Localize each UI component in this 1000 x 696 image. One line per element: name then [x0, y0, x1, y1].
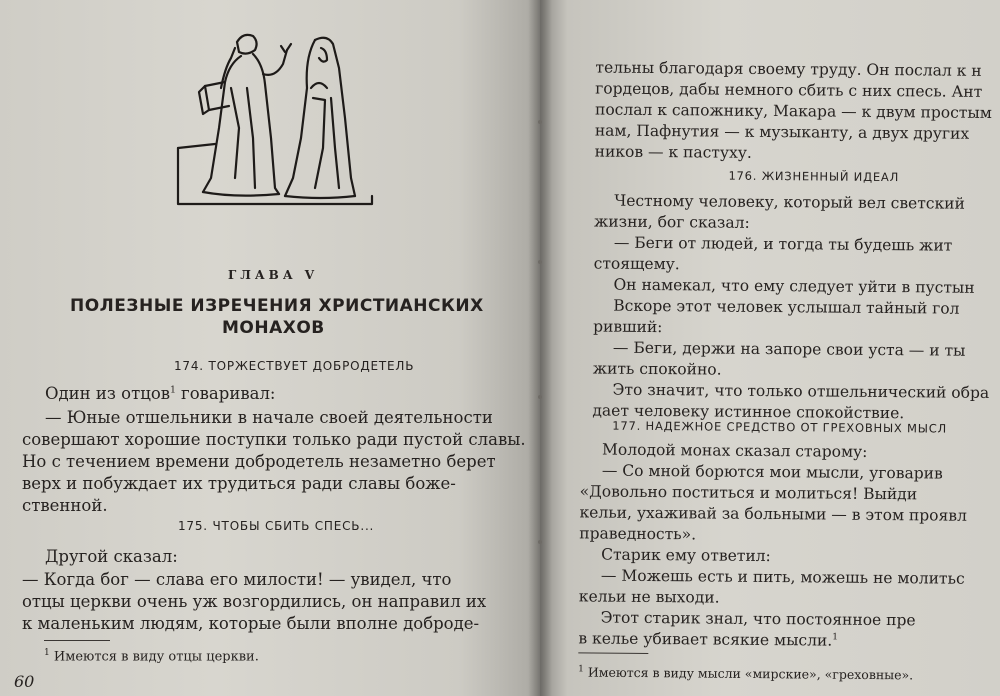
footnote-number: 1 [578, 664, 584, 675]
section-heading-176: 176. ЖИЗНЕННЫЙ ИДЕАЛ [728, 168, 900, 185]
text-line: — Когда бог — слава его милости! — увидел, что [22, 570, 452, 589]
text-line: стоящему. [593, 254, 680, 274]
footnote-marker: 1 [832, 632, 839, 643]
text-line: жить спокойно. [592, 359, 722, 379]
chapter-number: ГЛАВА V [228, 268, 319, 282]
text-line: «Довольно поститься и молиться! Выйди [579, 482, 918, 504]
footnote-rule [578, 652, 648, 654]
text-line: нам, Пафнутия — к музыканту, а двух других [594, 121, 970, 143]
footnote-text: Имеются в виду мысли «мирские», «греховные». [587, 664, 914, 683]
text-line: кельи, ухаживай за больными — в этом проявл [579, 503, 967, 525]
footnote-number: 1 [44, 648, 50, 658]
section-heading-175: 175. ЧТОБЫ СБИТЬ СПЕСЬ... [178, 519, 375, 533]
text-line: — Со мной борются мои мысли, уговарив [601, 461, 943, 483]
text-line: тельны благодаря своему труду. Он послал к н [595, 58, 982, 80]
footnote [44, 648, 259, 664]
binding-stitch [538, 120, 542, 124]
text-line: дает человеку истинное спокойствие. [592, 401, 905, 423]
text-line: Честному человеку, который вел светский [614, 191, 965, 213]
text-line: праведность». [579, 524, 697, 544]
text-line: послал к сапожнику, Макара — к двум простым [594, 100, 992, 122]
text-line: ривший: [593, 317, 663, 337]
paragraph-174-intro [45, 384, 276, 403]
chapter-title-line2: МОНАХОВ [222, 318, 325, 338]
text-line: верх и побуждает их трудиться ради славы боже- [22, 474, 456, 493]
intro-text-end: говаривал: [175, 384, 276, 403]
text-line: Вскоре этот человек услышал тайный гол [613, 296, 960, 318]
text-line: Другой сказал: [45, 547, 178, 566]
text-line: ственной. [22, 496, 108, 515]
text-line: — Можешь есть и пить, можешь не молитьс [600, 566, 965, 588]
text-line: — Беги, держи на запоре свои уста — и ты [612, 338, 966, 360]
text-line: Но с течением времени добродетель незаметно берет [22, 452, 496, 471]
text-line: совершают хорошие поступки только ради пустой славы. [22, 430, 526, 449]
footnote-marker: 1 [170, 385, 176, 396]
footnote-text: Имеются в виду отцы церкви. [53, 649, 259, 665]
text-line [578, 629, 838, 649]
text-line: кельи не выходи. [578, 587, 720, 607]
page-number: 60 [14, 672, 35, 691]
text-line: к маленьким людям, которые были вполне доброде- [22, 614, 480, 633]
text-line-end: в келье убивает всякие мысли. [578, 629, 833, 650]
text-line: гордецов, дабы немного сбить с них спесь. Ант [595, 79, 983, 101]
section-heading-174: 174. ТОРЖЕСТВУЕТ ДОБРОДЕТЕЛЬ [174, 359, 415, 373]
text-line: отцы церкви очень уж возгордились, он направил их [22, 592, 487, 611]
text-line: ников — к пастуху. [594, 142, 752, 162]
text-line: Это значит, что только отшельнический обра [612, 380, 990, 402]
text-line: Старик ему ответил: [601, 545, 771, 566]
text-line: — Беги от людей, и тогда ты будешь жит [613, 233, 953, 255]
binding-stitch [538, 260, 542, 264]
right-page [540, 0, 1000, 696]
text-line: Этот старик знал, что постоянное пре [600, 608, 916, 630]
binding-stitch [538, 395, 542, 399]
chapter-title-line1: ПОЛЕЗНЫЕ ИЗРЕЧЕНИЯ ХРИСТИАНСКИХ [70, 296, 484, 316]
text-line: жизни, бог сказал: [593, 212, 750, 232]
text-line: Молодой монах сказал старому: [602, 440, 868, 461]
footnote [578, 664, 913, 682]
text-line: Он намекал, что ему следует уйти в пустын [613, 275, 975, 297]
monks-illustration [175, 28, 375, 210]
footnote-rule [44, 640, 110, 641]
binding-stitch [538, 540, 542, 544]
intro-text: Один из отцов [45, 384, 171, 403]
book-gutter [528, 0, 552, 696]
section-heading-177: 177. НАДЕЖНОЕ СРЕДСТВО ОТ ГРЕХОВНЫХ МЫСЛ [612, 418, 948, 436]
text-line: — Юные отшельники в начале своей деятельности [45, 408, 493, 427]
